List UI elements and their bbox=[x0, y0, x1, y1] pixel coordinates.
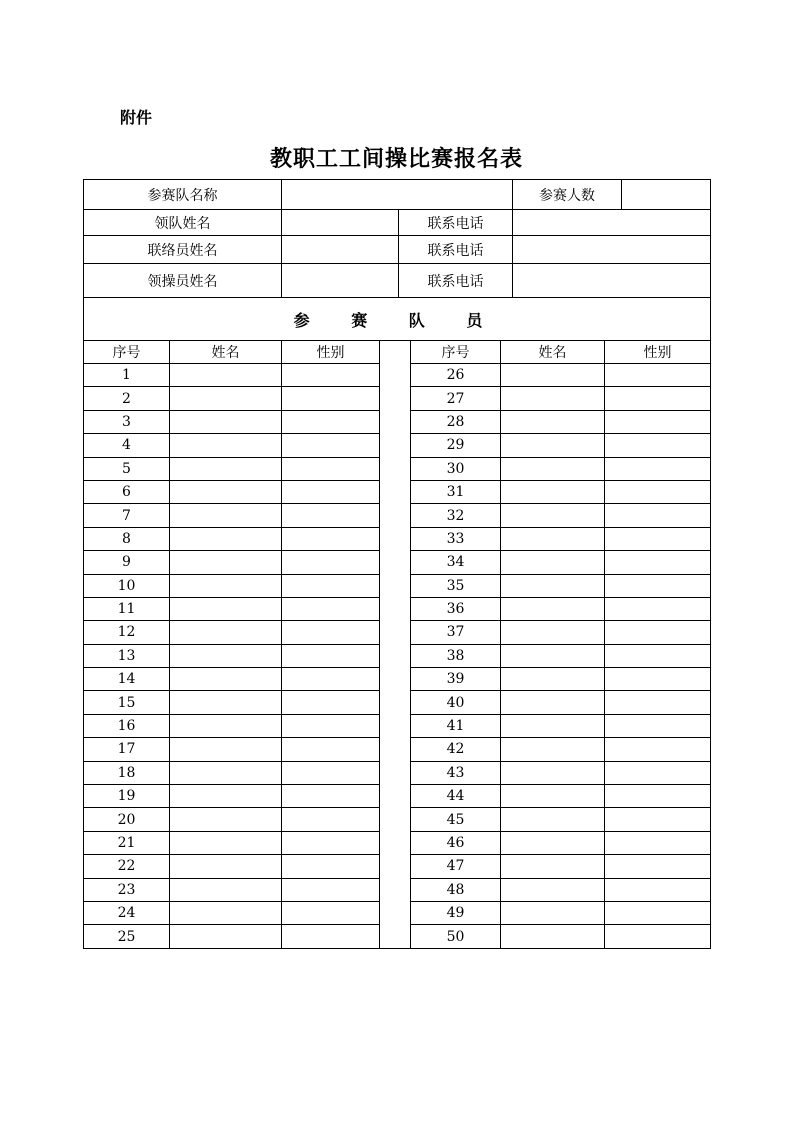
member-seq: 16 bbox=[84, 714, 170, 737]
contact-person-label: 联络员姓名 bbox=[84, 236, 282, 264]
member-name-field[interactable] bbox=[170, 855, 282, 878]
member-seq: 47 bbox=[411, 855, 501, 878]
column-header-name: 姓名 bbox=[501, 341, 605, 364]
member-seq: 38 bbox=[411, 644, 501, 667]
member-name-field[interactable] bbox=[170, 597, 282, 620]
member-seq: 46 bbox=[411, 831, 501, 854]
member-name-field[interactable] bbox=[170, 831, 282, 854]
exercise-leader-label: 领操员姓名 bbox=[84, 264, 282, 298]
member-name-field[interactable] bbox=[501, 480, 605, 503]
member-seq: 5 bbox=[84, 457, 170, 480]
member-row bbox=[84, 434, 711, 457]
member-gender-field[interactable] bbox=[605, 691, 711, 714]
member-gender-field[interactable] bbox=[282, 574, 380, 597]
member-gender-field[interactable] bbox=[282, 901, 380, 924]
contact-person-field[interactable] bbox=[282, 236, 399, 264]
member-seq: 50 bbox=[411, 925, 501, 948]
member-name-field[interactable] bbox=[501, 808, 605, 831]
column-gap bbox=[380, 480, 411, 503]
column-gap bbox=[380, 574, 411, 597]
member-name-field[interactable] bbox=[501, 574, 605, 597]
member-seq: 48 bbox=[411, 878, 501, 901]
column-gap bbox=[380, 597, 411, 620]
member-gender-field[interactable] bbox=[605, 504, 711, 527]
member-gender-field[interactable] bbox=[282, 434, 380, 457]
member-gender-field[interactable] bbox=[282, 457, 380, 480]
member-name-field[interactable] bbox=[170, 878, 282, 901]
members-table bbox=[83, 340, 711, 949]
member-name-field[interactable] bbox=[501, 364, 605, 387]
column-gap bbox=[380, 691, 411, 714]
member-gender-field[interactable] bbox=[605, 480, 711, 503]
member-gender-field[interactable] bbox=[605, 597, 711, 620]
member-seq: 49 bbox=[411, 901, 501, 924]
member-row bbox=[84, 527, 711, 550]
member-seq: 32 bbox=[411, 504, 501, 527]
member-gender-field[interactable] bbox=[282, 738, 380, 761]
member-name-field[interactable] bbox=[501, 621, 605, 644]
team-name-label: 参赛队名称 bbox=[84, 180, 282, 210]
members-section-title: 参 赛 队 员 bbox=[84, 298, 711, 341]
member-name-field[interactable] bbox=[170, 808, 282, 831]
member-name-field[interactable] bbox=[170, 434, 282, 457]
member-gender-field[interactable] bbox=[605, 410, 711, 433]
member-seq: 44 bbox=[411, 785, 501, 808]
member-seq: 40 bbox=[411, 691, 501, 714]
member-seq: 4 bbox=[84, 434, 170, 457]
member-name-field[interactable] bbox=[501, 527, 605, 550]
member-gender-field[interactable] bbox=[282, 785, 380, 808]
column-gap bbox=[380, 785, 411, 808]
member-name-field[interactable] bbox=[170, 761, 282, 784]
exercise-leader-phone-label: 联系电话 bbox=[399, 264, 513, 298]
column-gap bbox=[380, 925, 411, 948]
column-gap bbox=[380, 761, 411, 784]
column-gap bbox=[380, 387, 411, 410]
attachment-label: 附件 bbox=[120, 108, 153, 127]
member-row bbox=[84, 504, 711, 527]
member-seq: 28 bbox=[411, 410, 501, 433]
member-seq: 22 bbox=[84, 855, 170, 878]
member-gender-field[interactable] bbox=[282, 597, 380, 620]
member-seq: 9 bbox=[84, 551, 170, 574]
member-name-field[interactable] bbox=[170, 738, 282, 761]
member-gender-field[interactable] bbox=[605, 785, 711, 808]
participant-count-label: 参赛人数 bbox=[513, 180, 622, 210]
column-gap bbox=[380, 831, 411, 854]
member-seq: 39 bbox=[411, 668, 501, 691]
column-gap bbox=[380, 738, 411, 761]
member-name-field[interactable] bbox=[170, 480, 282, 503]
member-row bbox=[84, 410, 711, 433]
member-row bbox=[84, 457, 711, 480]
member-seq: 2 bbox=[84, 387, 170, 410]
member-gender-field[interactable] bbox=[605, 714, 711, 737]
member-row bbox=[84, 761, 711, 784]
member-gender-field[interactable] bbox=[282, 527, 380, 550]
member-gender-field[interactable] bbox=[605, 364, 711, 387]
member-seq: 10 bbox=[84, 574, 170, 597]
column-gap bbox=[380, 410, 411, 433]
member-gender-field[interactable] bbox=[282, 364, 380, 387]
member-seq: 1 bbox=[84, 364, 170, 387]
member-seq: 24 bbox=[84, 901, 170, 924]
member-gender-field[interactable] bbox=[605, 901, 711, 924]
member-name-field[interactable] bbox=[501, 714, 605, 737]
column-gap bbox=[380, 434, 411, 457]
leader-phone-label: 联系电话 bbox=[399, 210, 513, 236]
member-seq: 19 bbox=[84, 785, 170, 808]
member-seq: 43 bbox=[411, 761, 501, 784]
member-gender-field[interactable] bbox=[605, 551, 711, 574]
member-gender-field[interactable] bbox=[282, 808, 380, 831]
member-row bbox=[84, 901, 711, 924]
member-seq: 21 bbox=[84, 831, 170, 854]
column-gap bbox=[380, 341, 411, 364]
column-gap bbox=[380, 457, 411, 480]
member-gender-field[interactable] bbox=[605, 925, 711, 948]
column-header-gender: 性别 bbox=[605, 341, 711, 364]
member-seq: 20 bbox=[84, 808, 170, 831]
contact-phone-field[interactable] bbox=[513, 236, 711, 264]
member-seq: 12 bbox=[84, 621, 170, 644]
column-header-name: 姓名 bbox=[170, 341, 282, 364]
member-name-field[interactable] bbox=[170, 410, 282, 433]
member-gender-field[interactable] bbox=[282, 551, 380, 574]
member-name-field[interactable] bbox=[501, 855, 605, 878]
member-seq: 8 bbox=[84, 527, 170, 550]
column-gap bbox=[380, 551, 411, 574]
member-seq: 17 bbox=[84, 738, 170, 761]
member-name-field[interactable] bbox=[170, 925, 282, 948]
member-row bbox=[84, 364, 711, 387]
column-header-seq: 序号 bbox=[411, 341, 501, 364]
member-gender-field[interactable] bbox=[282, 504, 380, 527]
member-gender-field[interactable] bbox=[282, 714, 380, 737]
member-name-field[interactable] bbox=[170, 551, 282, 574]
column-header-seq: 序号 bbox=[84, 341, 170, 364]
member-name-field[interactable] bbox=[501, 691, 605, 714]
member-seq: 33 bbox=[411, 527, 501, 550]
member-gender-field[interactable] bbox=[282, 644, 380, 667]
member-gender-field[interactable] bbox=[282, 855, 380, 878]
member-row bbox=[84, 831, 711, 854]
member-seq: 42 bbox=[411, 738, 501, 761]
member-name-field[interactable] bbox=[501, 457, 605, 480]
member-row bbox=[84, 855, 711, 878]
column-gap bbox=[380, 878, 411, 901]
member-name-field[interactable] bbox=[501, 434, 605, 457]
member-gender-field[interactable] bbox=[605, 668, 711, 691]
member-gender-field[interactable] bbox=[605, 738, 711, 761]
member-seq: 31 bbox=[411, 480, 501, 503]
member-name-field[interactable] bbox=[501, 597, 605, 620]
member-gender-field[interactable] bbox=[282, 691, 380, 714]
member-row bbox=[84, 574, 711, 597]
member-gender-field[interactable] bbox=[282, 925, 380, 948]
member-name-field[interactable] bbox=[501, 504, 605, 527]
member-seq: 35 bbox=[411, 574, 501, 597]
member-name-field[interactable] bbox=[170, 364, 282, 387]
member-gender-field[interactable] bbox=[605, 644, 711, 667]
member-seq: 7 bbox=[84, 504, 170, 527]
column-gap bbox=[380, 855, 411, 878]
member-row bbox=[84, 878, 711, 901]
exercise-leader-field[interactable] bbox=[282, 264, 399, 298]
member-row bbox=[84, 621, 711, 644]
column-gap bbox=[380, 808, 411, 831]
column-gap bbox=[380, 504, 411, 527]
member-gender-field[interactable] bbox=[605, 621, 711, 644]
member-seq: 6 bbox=[84, 480, 170, 503]
member-seq: 13 bbox=[84, 644, 170, 667]
column-gap bbox=[380, 901, 411, 924]
member-row bbox=[84, 925, 711, 948]
column-gap bbox=[380, 714, 411, 737]
member-seq: 15 bbox=[84, 691, 170, 714]
member-name-field[interactable] bbox=[170, 668, 282, 691]
member-gender-field[interactable] bbox=[282, 761, 380, 784]
column-gap bbox=[380, 644, 411, 667]
member-row bbox=[84, 597, 711, 620]
member-row bbox=[84, 714, 711, 737]
member-name-field[interactable] bbox=[170, 621, 282, 644]
member-seq: 34 bbox=[411, 551, 501, 574]
column-gap bbox=[380, 527, 411, 550]
member-seq: 45 bbox=[411, 808, 501, 831]
member-gender-field[interactable] bbox=[605, 527, 711, 550]
leader-name-field[interactable] bbox=[282, 210, 399, 236]
member-row bbox=[84, 480, 711, 503]
member-gender-field[interactable] bbox=[282, 410, 380, 433]
member-gender-field[interactable] bbox=[605, 457, 711, 480]
member-row bbox=[84, 808, 711, 831]
member-gender-field[interactable] bbox=[605, 878, 711, 901]
member-name-field[interactable] bbox=[501, 387, 605, 410]
column-gap bbox=[380, 668, 411, 691]
member-gender-field[interactable] bbox=[605, 574, 711, 597]
member-name-field[interactable] bbox=[170, 504, 282, 527]
member-row bbox=[84, 644, 711, 667]
member-name-field[interactable] bbox=[170, 691, 282, 714]
member-name-field[interactable] bbox=[170, 644, 282, 667]
member-row bbox=[84, 668, 711, 691]
member-gender-field[interactable] bbox=[605, 855, 711, 878]
member-gender-field[interactable] bbox=[282, 480, 380, 503]
member-name-field[interactable] bbox=[170, 527, 282, 550]
member-seq: 41 bbox=[411, 714, 501, 737]
member-gender-field[interactable] bbox=[605, 387, 711, 410]
member-name-field[interactable] bbox=[170, 387, 282, 410]
leader-name-label: 领队姓名 bbox=[84, 210, 282, 236]
member-seq: 18 bbox=[84, 761, 170, 784]
team-name-field[interactable] bbox=[282, 180, 513, 210]
member-name-field[interactable] bbox=[501, 551, 605, 574]
member-seq: 3 bbox=[84, 410, 170, 433]
member-seq: 27 bbox=[411, 387, 501, 410]
member-seq: 29 bbox=[411, 434, 501, 457]
team-info-table bbox=[83, 179, 711, 341]
member-name-field[interactable] bbox=[501, 785, 605, 808]
column-gap bbox=[380, 364, 411, 387]
member-gender-field[interactable] bbox=[605, 761, 711, 784]
member-gender-field[interactable] bbox=[282, 621, 380, 644]
member-gender-field[interactable] bbox=[282, 878, 380, 901]
member-row bbox=[84, 691, 711, 714]
member-gender-field[interactable] bbox=[282, 831, 380, 854]
member-row bbox=[84, 387, 711, 410]
member-seq: 37 bbox=[411, 621, 501, 644]
member-name-field[interactable] bbox=[501, 878, 605, 901]
member-seq: 14 bbox=[84, 668, 170, 691]
member-name-field[interactable] bbox=[170, 714, 282, 737]
member-name-field[interactable] bbox=[501, 668, 605, 691]
member-name-field[interactable] bbox=[501, 901, 605, 924]
member-row bbox=[84, 551, 711, 574]
member-seq: 23 bbox=[84, 878, 170, 901]
member-seq: 11 bbox=[84, 597, 170, 620]
column-gap bbox=[380, 621, 411, 644]
members-header-row bbox=[84, 341, 711, 364]
member-name-field[interactable] bbox=[170, 574, 282, 597]
member-gender-field[interactable] bbox=[605, 831, 711, 854]
form-title: 教职工工间操比赛报名表 bbox=[269, 147, 523, 172]
member-gender-field[interactable] bbox=[282, 668, 380, 691]
member-seq: 26 bbox=[411, 364, 501, 387]
member-row bbox=[84, 785, 711, 808]
member-gender-field[interactable] bbox=[605, 434, 711, 457]
member-seq: 25 bbox=[84, 925, 170, 948]
member-name-field[interactable] bbox=[501, 644, 605, 667]
member-seq: 30 bbox=[411, 457, 501, 480]
member-name-field[interactable] bbox=[170, 457, 282, 480]
member-row bbox=[84, 738, 711, 761]
leader-phone-field[interactable] bbox=[513, 210, 711, 236]
contact-phone-label: 联系电话 bbox=[399, 236, 513, 264]
member-seq: 36 bbox=[411, 597, 501, 620]
member-name-field[interactable] bbox=[501, 925, 605, 948]
member-name-field[interactable] bbox=[170, 785, 282, 808]
member-name-field[interactable] bbox=[501, 831, 605, 854]
member-name-field[interactable] bbox=[501, 761, 605, 784]
member-name-field[interactable] bbox=[170, 901, 282, 924]
member-gender-field[interactable] bbox=[282, 387, 380, 410]
participant-count-field[interactable] bbox=[622, 180, 711, 210]
member-name-field[interactable] bbox=[501, 410, 605, 433]
column-header-gender: 性别 bbox=[282, 341, 380, 364]
member-name-field[interactable] bbox=[501, 738, 605, 761]
member-gender-field[interactable] bbox=[605, 808, 711, 831]
exercise-leader-phone-field[interactable] bbox=[513, 264, 711, 298]
